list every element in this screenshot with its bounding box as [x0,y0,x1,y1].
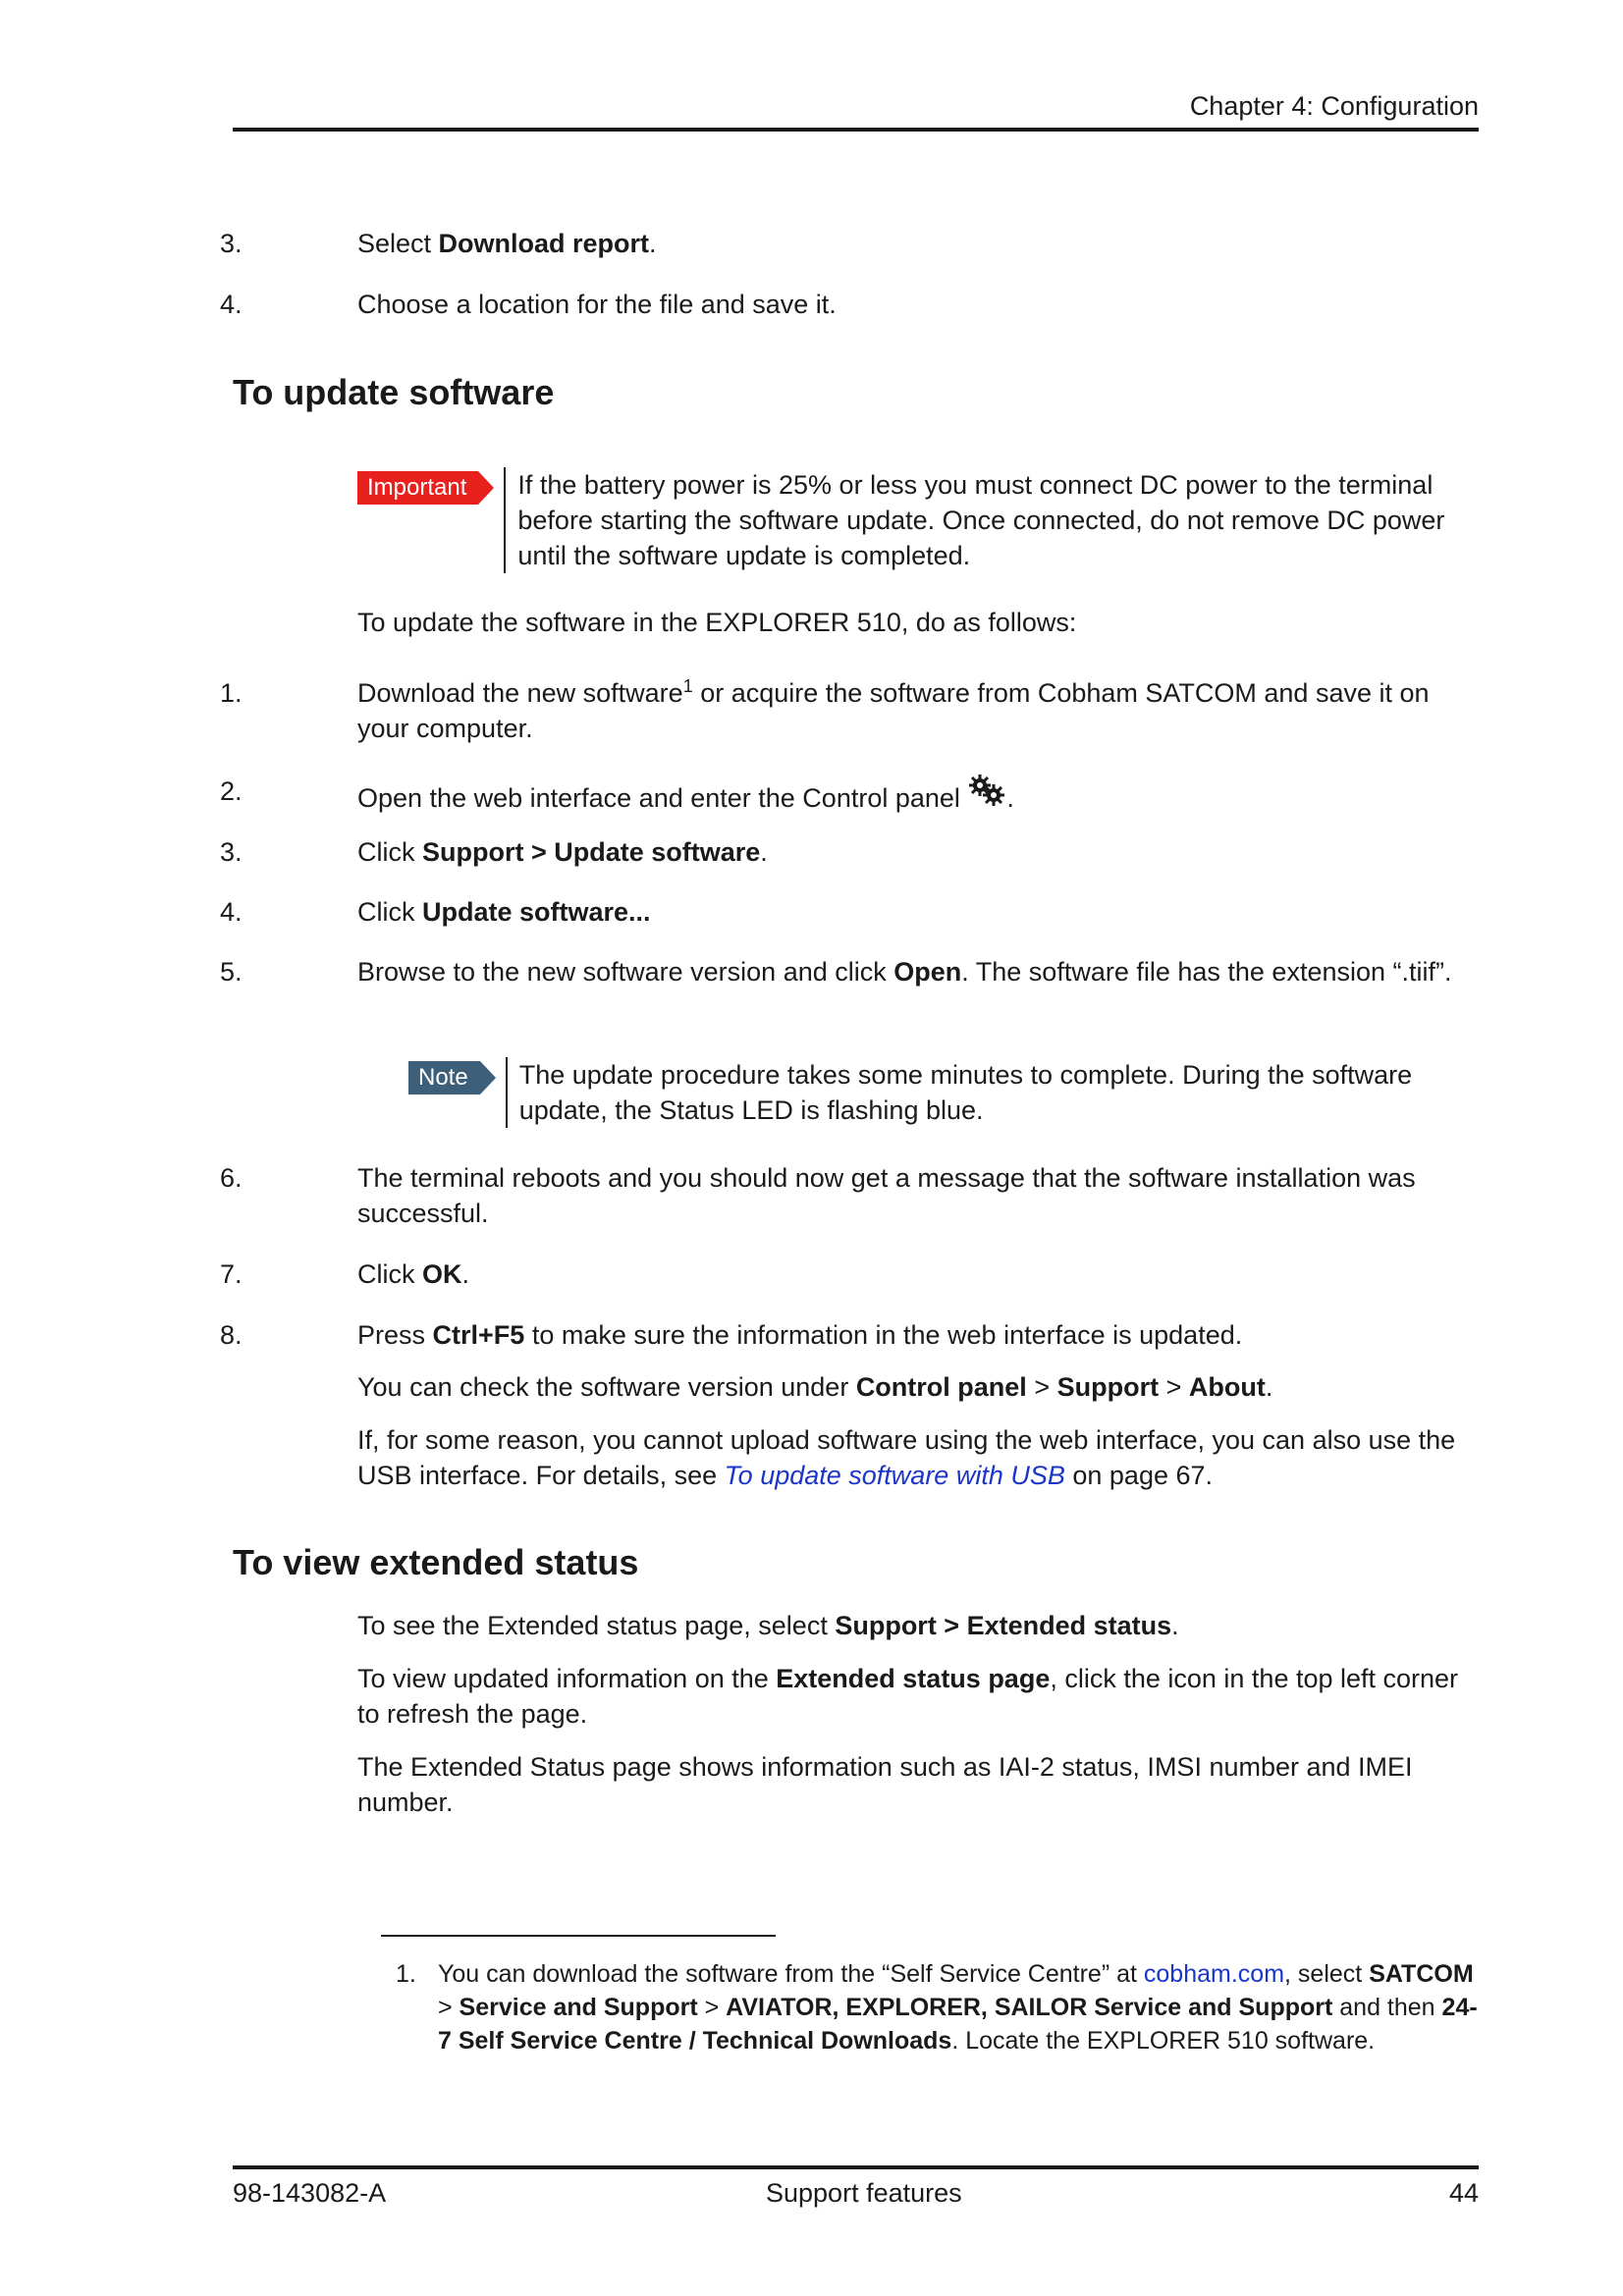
doc-id: 98-143082-A [233,2178,387,2208]
list-item: 4. Choose a location for the file and save it. [357,287,1479,322]
cobham-link[interactable]: cobham.com [1143,1960,1285,1988]
usb-paragraph: If, for some reason, you cannot upload software using the web interface, you can also use the USB interface. For details, see To update software with USB on page 67. [357,1425,1456,1490]
step-number: 4. [220,290,243,319]
list-item: 5. Browse to the new software version and click Open. The software file has the extension “.tiif”. [220,957,1452,987]
callout-bar [506,1057,508,1128]
extended-status-p2: To view updated information on the Extended status page, click the icon in the top left corner to refresh the page. [357,1664,1459,1729]
important-callout [357,467,1479,573]
extended-status-p1: To see the Extended status page, select Support > Extended status. [357,1611,1179,1640]
note-text: The update procedure takes some minutes to complete. During the software update, the Status LED is flashing blue. [518,1060,1413,1125]
section-heading-extended-status: To view extended status [233,1542,639,1582]
header-rule [233,128,1479,132]
usb-link[interactable]: To update software with USB [724,1461,1065,1490]
step-number: 3. [220,229,243,258]
note-callout [408,1057,1479,1128]
important-tag: Important [357,471,478,505]
callout-bar [504,467,506,573]
intro-paragraph: To update the software in the EXPLORER 510, do as follows: [357,608,1077,637]
section-heading-update-software: To update software [233,372,555,412]
important-text: If the battery power is 25% or less you must connect DC power to the terminal before starting the software update. Once connected, do not remove DC power until the software update is completed. [517,470,1445,570]
list-item: 3. Click Support > Update software. [220,837,768,867]
extended-status-p3: The Extended Status page shows information such as IAI-2 status, IMSI number and IMEI number. [357,1752,1413,1817]
footnote-rule [381,1935,776,1937]
list-item: 3. Select Download report. [357,226,1479,261]
list-item: 2. Open the web interface and enter the Control panel . [357,774,1479,816]
check-version-paragraph: You can check the software version under Control panel > Support > About. [357,1372,1273,1402]
footnote: 1. You can download the software from the “Self Service Centre” at cobham.com, select SATCOM > Service and Support > AVIATOR, EXPLORER, SAILOR Service and Support and then 24-7 Self Service Centre / Technical Downloads. Locate the EXPLORER 510 software. [396,1960,1478,2055]
footer-rule [233,2165,1479,2169]
gear-icon [967,774,1006,803]
list-item: 8. Press Ctrl+F5 to make sure the information in the web interface is updated. [220,1320,1243,1350]
list-item: 7. Click OK. [220,1259,470,1289]
note-tag: Note [408,1061,480,1095]
list-item: 4. Click Update software... [220,897,651,927]
footer-section: Support features [766,2178,962,2208]
page-number: 44 [1448,2178,1479,2208]
list-item: 1. Download the new software$^1$ or acquire the software from Cobham SATCOM and save it on your computer. [220,676,1430,743]
list-item: 6. The terminal reboots and you should now get a message that the software installation was successful. [220,1163,1416,1228]
footnote-ref[interactable]: 1 [682,676,693,696]
chapter-title: Chapter 4: Configuration [1189,91,1479,121]
